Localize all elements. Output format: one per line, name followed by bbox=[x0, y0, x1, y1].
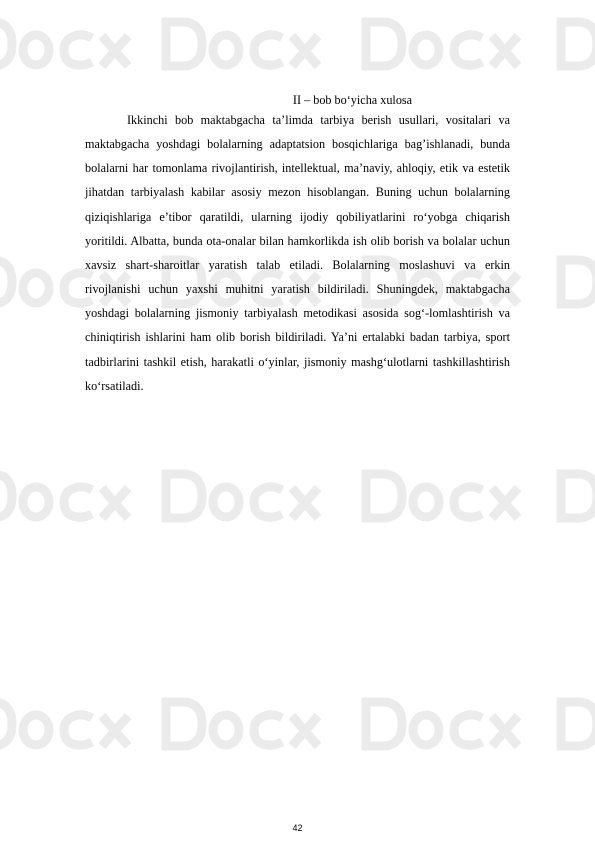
watermark-logo bbox=[561, 22, 595, 66]
watermark-logo bbox=[166, 702, 318, 746]
watermark-graphic bbox=[0, 694, 595, 752]
watermark-logo bbox=[561, 474, 595, 518]
watermark-graphic bbox=[0, 466, 595, 524]
watermark-logo bbox=[0, 702, 128, 746]
watermark-row bbox=[0, 14, 595, 72]
watermark-logo bbox=[0, 22, 128, 66]
watermark-logo bbox=[366, 474, 518, 518]
watermark-graphic bbox=[0, 14, 595, 72]
watermark-logo bbox=[166, 474, 318, 518]
watermark-row bbox=[0, 466, 595, 524]
watermark-logo bbox=[0, 474, 128, 518]
watermark-row bbox=[0, 694, 595, 752]
body-paragraph: Ikkinchi bob maktabgacha ta’limda tarbiya berish usullari, vositalari va maktabgacha yoshdagi bolalarning adaptatsion bosqichlariga bag’ishlanadi, bunda bolalarni har tomonlama rivojlantirish, intellektual, ma’naviy, ahloqiy, etik va estetik jihatdan tarbiyalash kabilar asosiy mezon hisoblangan. Buning uchun bolalarning qiziqishlariga e’tibor qaratildi, ularning ijodiy qobiliyatlarini ro‘yobga chiqarish yoritildi. Albatta, bunda ota-onalar bilan hamkorlikda ish olib borish va bolalar uchun xavsiz shart-sharoitlar yaratish talab etiladi. Bolalarning moslashuvi va erkin rivojlanishi uchun yaxshi muhitni yaratish bildiriladi. Shuningdek, maktabgacha yoshdagi bolalarning jismoniy tarbiyalash metodikasi asosida sog‘-lomlashtirish va chiniqtirish ishlarini ham olib borish bildiriladi. Ya’ni ertalabki badan tarbiya, sport tadbirlarini tashkil etish, harakatli o‘yinlar, jismoniy mashg‘ulotlarni tashkillashtirish ko‘rsatiladi. bbox=[85, 113, 510, 393]
watermark-logo bbox=[166, 22, 318, 66]
watermark-logo bbox=[561, 702, 595, 746]
watermark-logo bbox=[366, 702, 518, 746]
page-content bbox=[85, 92, 510, 398]
page-number: 42 bbox=[292, 823, 303, 833]
section-heading: II – bob bo‘yicha xulosa bbox=[292, 93, 413, 107]
watermark-logo bbox=[561, 260, 595, 304]
watermark-logo bbox=[366, 22, 518, 66]
